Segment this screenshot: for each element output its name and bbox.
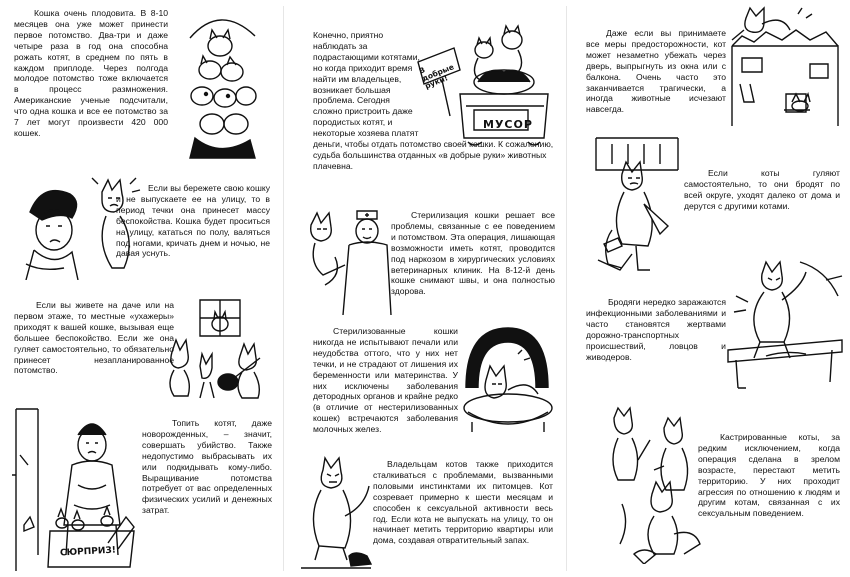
illustration-wrap-spacer <box>417 30 558 130</box>
paragraph-strays-diseases: Бродяги нередко заражаются инфекционными заболеваниями и часто становятся жертвами дорожно-транспортных происшествий, ловцов и живодеров. <box>586 297 726 362</box>
paragraph-castrated-cats: Кастрированные коты, за редким исключением, когда операция сделана в зрелом возрасте, перестают метить территорию. У них проходит агрессия по отношению к людям и другим котам, связанная с их сексуальным поведением. <box>698 432 840 519</box>
paragraph-roaming: Если коты гуляют самостоятельно, то они бродят по всей округе, уходят далеко от дома и дерутся с другими котами. <box>684 168 840 211</box>
paragraph-heat-period: Если вы бережете свою кошку и не выпускаете ее на улицу, то в период течки она принесет массу беспокойства. Кошка будет проситься на улицу, кататься по полу, валяться под ногами, кричать днем и ночью, не давая уснуть. <box>116 183 270 259</box>
fighting-cats-illustration <box>726 256 844 396</box>
paragraph-drowning-kittens: Топить котят, даже новорожденных, – значит, совершать убийство. Также недопустимо выбрасывать их или подкидывать кому-либо. Выращивание потомства потребует от вас определенных физических усилий и денежных затрат. <box>142 418 272 516</box>
column-2 <box>283 0 566 577</box>
woman-with-kittens-box-illustration <box>8 405 136 571</box>
tomcat-marking-shoe-illustration <box>295 456 375 571</box>
paragraph-tomcat-problems: Владельцам котов также приходится сталкиваться с проблемами, вызванными половыми инстинктами их питомцев. Кот созревает примерно к шести месяцам и способен к сексуальной активности весь год. Если кота не выпускать на улицу, то он начинает метить территорию квартиры или дома, создавая отвратительный запах. <box>373 459 553 546</box>
cat-with-broken-leg-illustration <box>592 134 682 274</box>
good-hands-sign: В добрые руки! <box>417 62 456 91</box>
three-neutered-cats-illustration <box>604 404 704 564</box>
paragraph-sterilized-cats: Стерилизованные кошки никогда не испытывают печали или неудобства оттого, что у них нет течки, и не страдают от лишения их беременности или материнства. У них исключены заболевания детородных органов и крайне редко (в отличие от нестерилизованных кошек) встречаются заболевания молочных желез. <box>313 326 458 435</box>
paragraph-finding-owners-text: Конечно, приятно наблюдать за подрастающими котятами, но когда приходит время найти им владельцев, возникает большая проблема. Сегодня сложно пристроить даже породистых котят, и некоторые хозяева платят деньги, чтобы отдать потомство своей кошки. К сожалению, судьба большинства отданных «в добрые руки» животных плачевна. <box>313 30 558 172</box>
column-1 <box>0 0 283 577</box>
trash-bin-label: МУСОР <box>483 118 533 131</box>
vet-holding-cat-illustration <box>305 205 393 315</box>
cat-family-tower-illustration <box>170 8 270 168</box>
column-3 <box>566 0 850 577</box>
paragraph-sterilization: Стерилизация кошки решает все проблемы, связанные с ее поведением и потомством. Эта операция, лишающая возможности иметь котят, проводится под наркозом в хирургических условиях ветеринарных клиник. На 8-12-й день кошке снимают швы, и она полностью здорова. <box>391 210 555 297</box>
cat-falling-from-building-illustration <box>726 6 844 126</box>
cats-serenade-illustration <box>160 296 275 400</box>
cat-on-cushion-illustration <box>458 318 556 436</box>
paragraph-suitors: Если вы живете на даче или на первом этаже, то местные «ухажеры» приходят к вашей кошке, вызывая еще большее беспокойство. Если же она гуляет самостоятельно, то обязательно принесет незапланированное потомство. <box>14 300 174 376</box>
paragraph-fertility: Кошка очень плодовита. В 8-10 месяцев она уже может принести первое потомство. Два-три и даже четыре раза в год она способна рожать котят, в среднем по пять в каждом приплоде. Через полгода молодое потомство тоже включается в процесс размножения. Американские ученые подсчитали, что одна кошка и все ее потомство за 7 лет могут произвести 420 000 кошек. <box>14 8 168 138</box>
paragraph-escaping: Даже если вы принимаете все меры предосторожности, кот может незаметно убежать через дверь, выпрыгнуть из окна или с балкона. Очень часто это заканчивается трагически, а иногда животные исчезают навсегда. <box>586 28 726 115</box>
surprise-box-label: СЮРПРИЗ! <box>59 545 117 559</box>
